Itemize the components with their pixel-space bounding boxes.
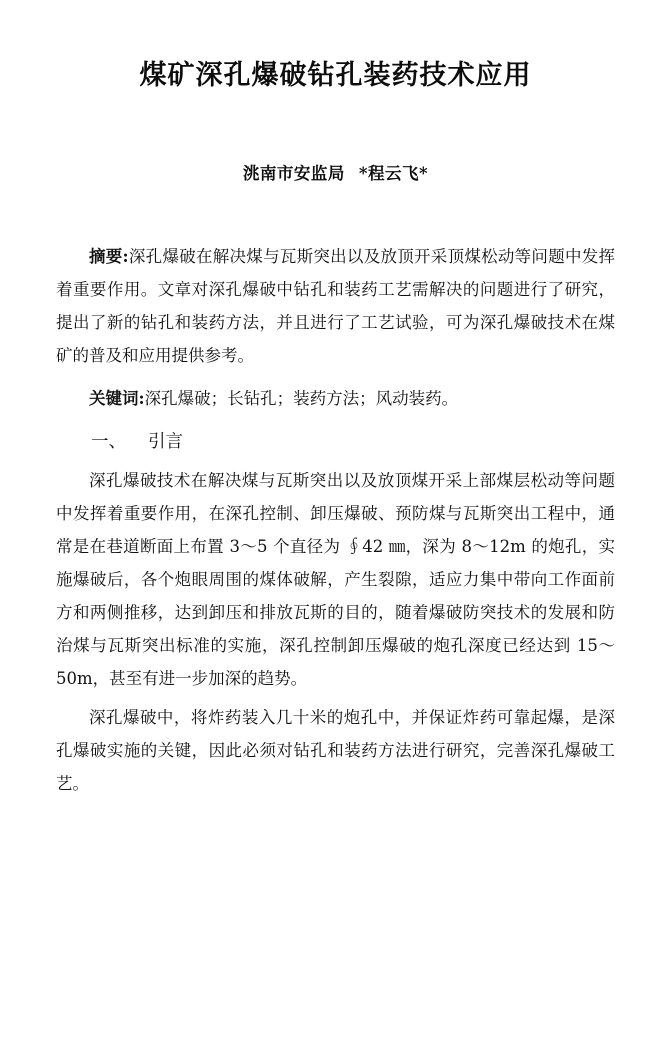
byline-author: *程云飞*: [358, 164, 429, 184]
section-heading: [56, 425, 615, 460]
body-text: [56, 464, 615, 800]
keywords-text: 深孔爆破；长钻孔；装药方法；风动装药。: [144, 389, 459, 409]
section-number: 一、: [91, 432, 126, 453]
keywords-paragraph: [56, 382, 615, 415]
body-paragraph: 深孔爆破技术在解决煤与瓦斯突出以及放顶煤开采上部煤层松动等问题中发挥着重要作用，在深孔控制、卸压爆破、预防煤与瓦斯突出工程中，通常是在巷道断面上布置 3～5 个直径为 ∮42 ㎜，深为 8～12m 的炮孔，实施爆破后，各个炮眼周围的煤体破解，产生裂隙，适应力集中带向工作面前方和两侧推移，达到卸压和排放瓦斯的目的，随着爆破防突技术的发展和防治煤与瓦斯突出标准的实施，深孔控制卸压爆破的炮孔深度已经达到 15～50m，甚至有进一步加深的趋势。: [56, 471, 615, 689]
abstract-text: 深孔爆破在解决煤与瓦斯突出以及放顶开采顶煤松动等问题中发挥着重要作用。文章对深孔爆破中钻孔和装药工艺需解决的问题进行了研究，提出了新的钻孔和装药方法，并且进行了工艺试验，可为深孔爆破技术在煤矿的普及和应用提供参考。: [56, 247, 616, 366]
abstract-paragraph: [56, 240, 615, 372]
keywords-label: 关键词:: [89, 389, 145, 409]
body-paragraph: 深孔爆破中，将炸药装入几十米的炮孔中，并保证炸药可靠起爆，是深孔爆破实施的关键，因此必须对钻孔和装药方法进行研究，完善深孔爆破工艺。: [56, 708, 615, 794]
section-title: 引言: [148, 432, 183, 453]
page-title: 煤矿深孔爆破钻孔装药技术应用: [139, 60, 532, 91]
abstract-label: 摘要:: [89, 247, 129, 267]
abstract-block: [56, 240, 615, 372]
keywords-block: [56, 382, 615, 415]
byline-affiliation: 洮南市安监局: [242, 164, 345, 184]
byline: [56, 160, 615, 184]
